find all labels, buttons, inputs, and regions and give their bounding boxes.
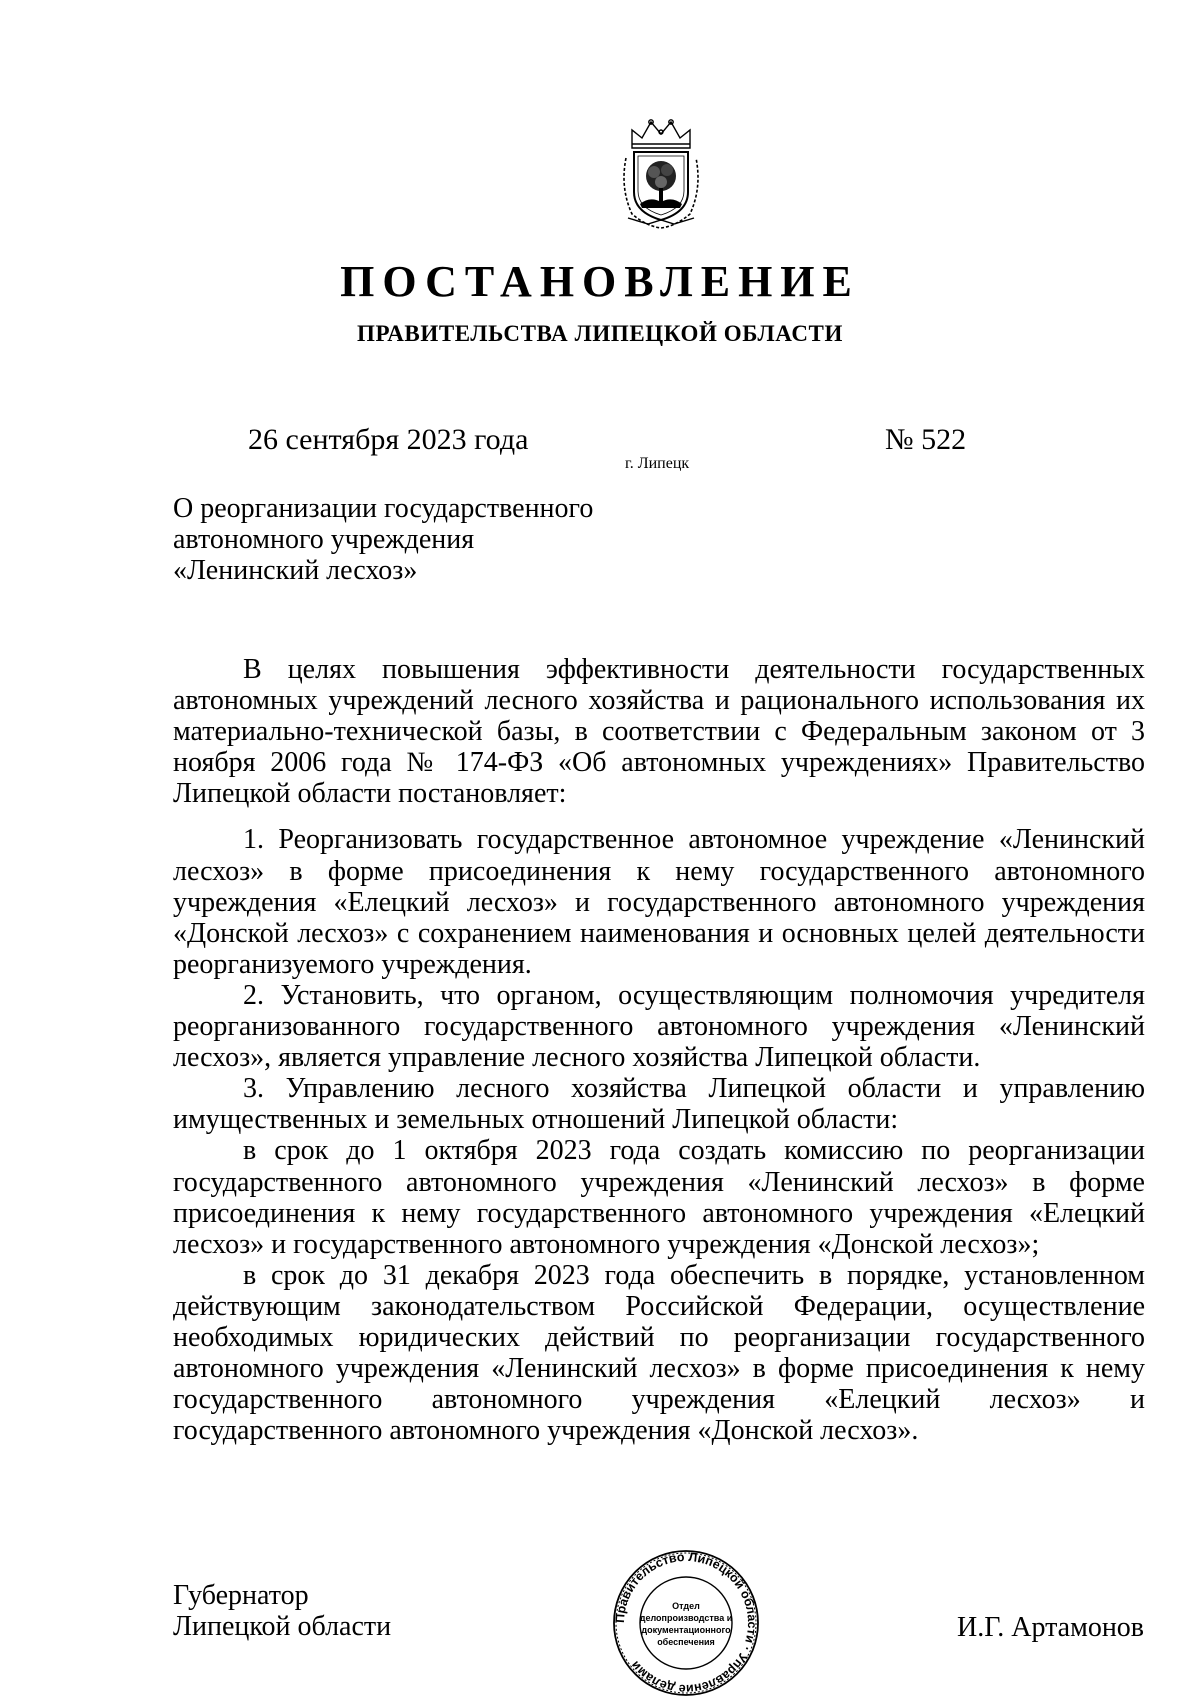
document-city: г. Липецк (625, 455, 690, 472)
stamp-center-line: обеспечения (657, 1637, 715, 1647)
document-subject (173, 493, 693, 586)
subject-line: О реорганизации государственного (173, 493, 594, 524)
item-3b-paragraph: в срок до 31 декабря 2023 года обеспечить в порядке, установленном действующим законодательством Российской Федерации, осуществление необходимых юридических действий по реорганизации государственного автономного учреждения «Ленинский лесхоз» в форме присоединения к нему государственного автономного учреждения «Елецкий лесхоз» и государственного автономного учреждения «Донской лесхоз». (173, 1259, 1145, 1447)
signatory-role-line: Липецкой области (173, 1611, 392, 1642)
coat-of-arms-icon (618, 118, 704, 230)
item-3a-paragraph: в срок до 1 октября 2023 года создать комиссию по реорганизации государственного автономного учреждения «Ленинский лесхоз» в форме присоединения к нему государственного автономного учреждения «Елецкий лесхоз» и государственного автономного учреждения «Донской лесхоз»; (173, 1135, 1145, 1260)
document-number: № 522 (885, 423, 967, 456)
subject-line: «Ленинский лесхоз» (173, 555, 418, 586)
signatory-name: И.Г. Артамонов (957, 1612, 1145, 1643)
signatory-role-line: Губернатор (173, 1580, 309, 1611)
item-2-paragraph: 2. Установить, что органом, осуществляющим полномочия учредителя реорганизованного государственного автономного учреждения «Ленинский лесхоз», является управление лесного хозяйства Липецкой области. (173, 979, 1145, 1074)
svg-text:Правительство Липецкой области (613, 1550, 759, 1696)
official-stamp (604, 1549, 768, 1697)
stamp-center-line: Отдел (672, 1601, 700, 1611)
stamp-outer-text: Правительство Липецкой области · Управление делами (612, 1549, 760, 1697)
stamp-center-line: документационного (641, 1625, 731, 1635)
signatory-role (173, 1580, 391, 1642)
preamble-paragraph: В целях повышения эффективности деятельности государственных автономных учреждений лесного хозяйства и рационального использования их материально-технической базы, в соответствии с Федеральным законом от 3 ноября 2006 года № 174-ФЗ «Об автономных учреждениях» Правительство Липецкой области постановляет: (173, 654, 1145, 810)
item-1-paragraph: 1. Реорганизовать государственное автономное учреждение «Ленинский лесхоз» в форме присоединения к нему государственного автономного учреждения «Елецкий лесхоз» и государственного автономного учреждения «Донской лесхоз» с сохранением наименования и основных целей деятельности реорганизуемого учреждения. (173, 824, 1145, 980)
stamp-center-line: делопроизводства и (639, 1613, 733, 1623)
item-3-paragraph: 3. Управлению лесного хозяйства Липецкой области и управлению имущественных и земельных отношений Липецкой области: (173, 1073, 1145, 1136)
document-body (173, 654, 1145, 1446)
document-date: 26 сентября 2023 года (248, 423, 529, 456)
document-title: ПОСТАНОВЛЕНИЕ (340, 257, 860, 306)
document-issuer: ПРАВИТЕЛЬСТВА ЛИПЕЦКОЙ ОБЛАСТИ (357, 321, 843, 346)
subject-line: автономного учреждения (173, 524, 475, 555)
